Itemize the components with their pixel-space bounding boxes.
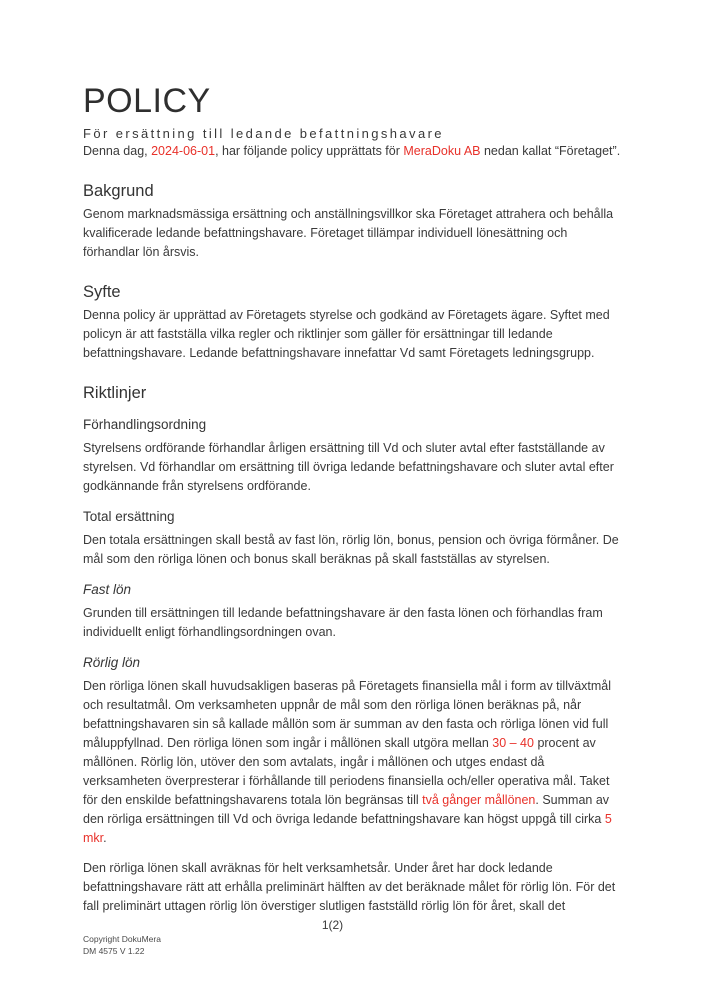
- page-number: 1(2): [321, 918, 344, 932]
- paragraph: [83, 677, 626, 848]
- paragraph: [83, 604, 626, 642]
- paragraph: [83, 306, 626, 363]
- text-segment: Den totala ersättningen skall bestå av fast lön, rörlig lön, bonus, pension och övriga förmåner. De mål som den rörliga lönen och bonus skall beräknas på skall fastställas av styrelsen.: [83, 533, 619, 566]
- paragraph: [83, 859, 626, 916]
- highlight-red: 30 – 40: [492, 736, 534, 750]
- highlight-red: 2024-06-01: [151, 144, 216, 158]
- text-segment: Den rörliga lönen skall avräknas för helt verksamhetsår. Under året har dock ledande befattningshavare rätt att erhålla preliminärt hälften av det beräknade målet för rörlig lön. För det fall preliminärt uttagen rörlig lön överstiger slutligen fastställd rörlig lön för året, skall det: [83, 861, 616, 913]
- text-segment: Genom marknadsmässiga ersättning och anställningsvillkor ska Företaget attrahera och behålla kvalificerade ledande befattningshavare. Företaget tillämpar individuell lönesättning och förhandlar lön årsvis.: [83, 207, 614, 259]
- page-subtitle: För ersättning till ledande befattningshavare: [83, 126, 444, 141]
- text-segment: nedan kallat “Företaget”.: [480, 144, 621, 158]
- text-segment: Denna policy är upprättad av Företagets styrelse och godkänd av Företagets ägare. Syftet med policyn är att fastställa vilka regler och riktlinjer som gäller för ersättningar till ledande befattningshavare. Ledande befattningshavare innefattar Vd samt Företagets ledningsgrupp.: [83, 308, 610, 360]
- footer-copyright-line2: DM 4575 V 1.22: [83, 945, 145, 956]
- text-segment: Den rörliga lönen skall huvudsakligen baseras på Företagets finansiella mål i form av tillväxtmål och resultatmål. Om verksamheten uppnår de mål som den rörliga lönen beräknas på, når befattningshavaren sin så kallade mållön som är summan av den fasta och rörliga lönen vid full måluppfyllnad. Den rörliga lönen som ingår i mållönen skall utgöra mellan: [83, 679, 612, 750]
- subsection-heading: Total ersättning: [83, 509, 175, 524]
- text-segment: Styrelsens ordförande förhandlar årligen ersättning till Vd och sluter avtal efter fastställande av styrelsen. Vd förhandlar om ersättning till övriga ledande befattningshavare och sluter avtal efter godkännande från styrelsens ordförande.: [83, 441, 614, 493]
- paragraph: [83, 205, 626, 262]
- footer-copyright-line1: Copyright DokuMera: [83, 934, 161, 944]
- subsection-heading: Förhandlingsordning: [83, 417, 207, 432]
- document-body: [83, 181, 626, 916]
- text-segment: Grunden till ersättningen till ledande befattningshavare är den fasta lönen och förhandlas fram individuellt enligt förhandlingsordningen ovan.: [83, 606, 603, 639]
- text-segment: , har följande policy upprättats för: [215, 144, 404, 158]
- highlight-red: 5 mkr: [83, 812, 612, 845]
- subsection-heading: Rörlig lön: [83, 655, 141, 670]
- text-segment: .: [103, 831, 107, 845]
- highlight-red: två gånger mållönen: [422, 793, 536, 807]
- section-heading: Syfte: [83, 283, 121, 301]
- footer-copyright: [83, 934, 161, 957]
- text-segment: Denna dag,: [83, 144, 152, 158]
- highlight-red: MeraDoku AB: [403, 144, 481, 158]
- page-title: POLICY: [83, 82, 211, 120]
- section-heading: Riktlinjer: [83, 384, 147, 402]
- section-heading: Bakgrund: [83, 182, 154, 200]
- text-segment: . Summan av den rörliga ersättningen till Vd och övriga ledande befattningshavare kan högst uppgå till cirka: [83, 793, 610, 826]
- document-content: [83, 0, 626, 927]
- intro-paragraph: [83, 142, 626, 161]
- subsection-heading: Fast lön: [83, 582, 132, 597]
- text-segment: procent av mållönen. Rörlig lön, utöver den som avtalats, ingår i mållönen och utges endast då verksamheten överpresterar i förhållande till periodens finansiella och/eller operativa mål. Taket för den enskilde befattningshavarens totala lön begränsas till: [83, 736, 610, 807]
- paragraph: [83, 531, 626, 569]
- paragraph: [83, 439, 626, 496]
